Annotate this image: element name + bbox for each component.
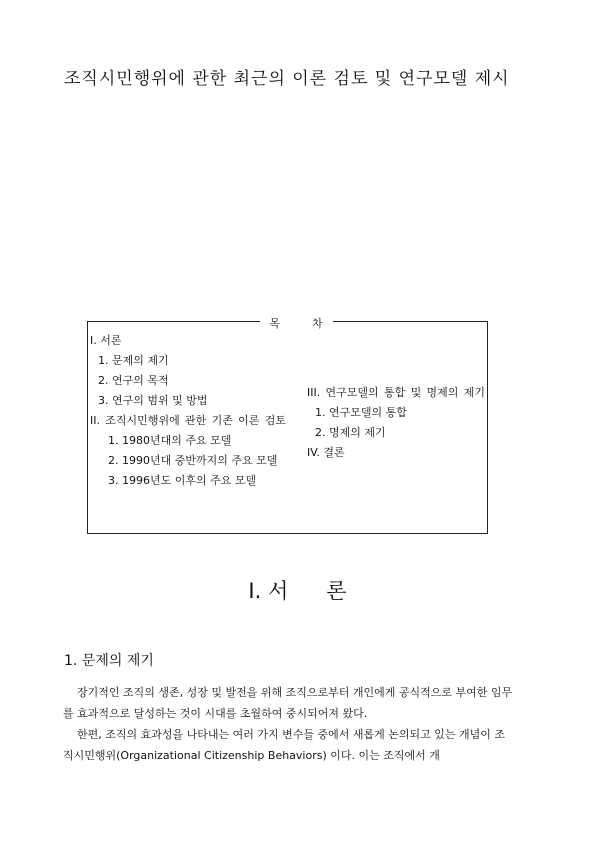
section-title-char-1: 서	[267, 579, 289, 603]
document-title: 조직시민행위에 관한 최근의 이론 검토 및 연구모델 제시	[64, 69, 510, 89]
toc-top-border-left	[87, 321, 260, 322]
toc-top-border-right	[333, 321, 488, 322]
toc-item: 3. 1996년도 이후의 주요 모델	[108, 474, 257, 487]
toc-item: 2. 명제의 제기	[315, 426, 386, 439]
subsection-heading: 1. 문제의 제기	[64, 653, 154, 669]
toc-item: 1. 연구모델의 통합	[315, 406, 407, 419]
toc-item: 1. 1980년대의 주요 모델	[108, 434, 232, 447]
body-paragraph: 한편, 조직의 효과성을 나타내는 여러 가지 변수들 중에서 새롭게 논의되고 있는 개념이 조직시민행위(Organizational Citizenship Behaviors) 이다. 이는 조직에서 개	[63, 728, 505, 762]
toc-heading	[265, 315, 331, 331]
toc-item: 2. 연구의 목적	[98, 374, 169, 387]
toc-item: 2. 1990년대 중반까지의 주요 모델	[108, 454, 278, 467]
toc-heading-char-2: 차	[312, 317, 327, 330]
toc-item: 3. 연구의 범위 및 방법	[98, 394, 208, 407]
section-number: Ⅰ.	[248, 579, 262, 603]
toc-left-column	[90, 331, 290, 491]
toc-right-column	[307, 383, 489, 463]
toc-item: II. 조직시민행위에 관한 기존 이론 검토	[90, 414, 286, 427]
toc-item: 1. 문제의 제기	[98, 354, 169, 367]
toc-item: I. 서론	[90, 334, 122, 347]
section-title-char-2: 론	[326, 579, 347, 603]
toc-item: IV. 결론	[307, 446, 345, 459]
table-of-contents	[87, 317, 488, 534]
section-heading	[0, 575, 595, 605]
toc-item: III. 연구모델의 통합 및 명제의 제기	[307, 386, 485, 399]
body-paragraph: 장기적인 조직의 생존, 성장 및 발전을 위해 조직으로부터 개인에게 공식적으로 부여한 임무를 효과적으로 달성하는 것이 시대를 초월하여 중시되어져 왔다.	[63, 686, 513, 720]
toc-heading-char-1: 목	[269, 317, 284, 330]
